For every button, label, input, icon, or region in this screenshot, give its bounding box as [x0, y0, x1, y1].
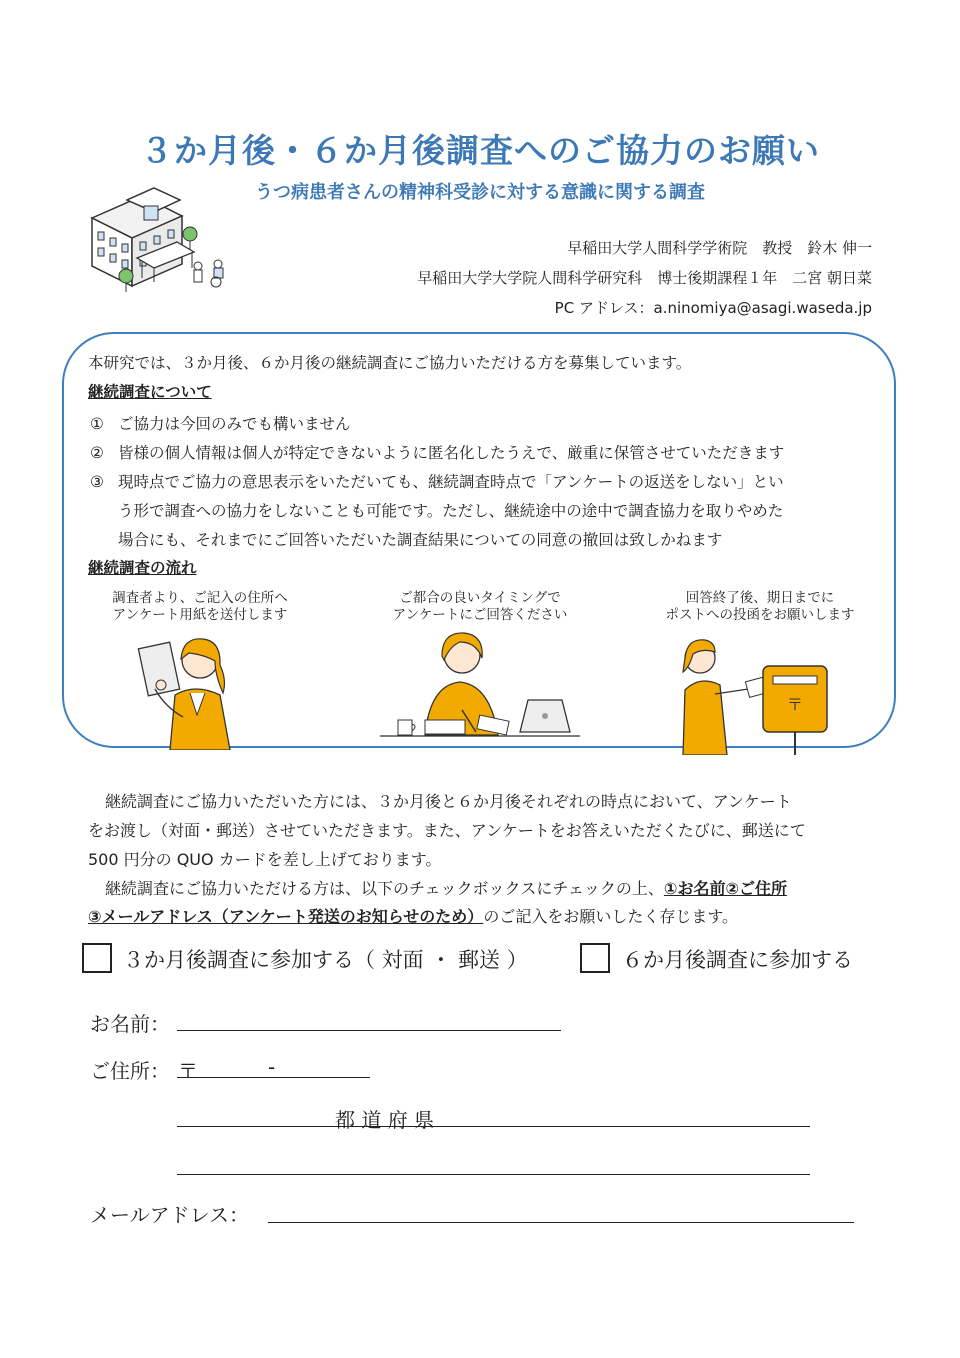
required-fields-text: ①お名前②ご住所: [663, 879, 787, 898]
body-paragraph-line: [105, 876, 787, 899]
postal-mark: 〒: [178, 1059, 198, 1083]
intro-text: 本研究では、３か月後、６か月後の継続調査にご協力いただける方を募集しています。: [88, 354, 692, 372]
six-month-checkbox[interactable]: [580, 943, 610, 973]
step-caption-line: 調査者より、ご記入の住所へ: [112, 590, 288, 606]
email-field[interactable]: [268, 1222, 854, 1223]
list-item: [90, 412, 351, 434]
three-month-checkbox[interactable]: [82, 943, 112, 973]
list-item-number: ②: [90, 444, 104, 462]
email-label: メールアドレス：: [90, 1203, 249, 1227]
woman-posting-letter-illustration: [675, 630, 835, 755]
body-paragraph-line: 500 円分の QUO カードを差し上げております。: [88, 850, 442, 869]
step-caption-line: ポストへの投函をお願いします: [665, 607, 855, 623]
woman-answering-survey-illustration: [380, 620, 580, 750]
list-item-text: ご協力は今回のみでも構いません: [118, 415, 351, 433]
list-item-text: 現時点でご協力の意思表示をいただいても、継続調査時点で「アンケートの返送をしない」とい: [118, 473, 784, 491]
woman-with-envelope-illustration: [135, 625, 255, 750]
address-line-1-field[interactable]: [177, 1126, 810, 1127]
instruction-text: 継続調査にご協力いただける方は、以下のチェックボックスにチェックの上、: [105, 879, 664, 898]
address-label: ご住所：: [90, 1059, 170, 1083]
about-heading: 継続調査について: [88, 383, 212, 401]
author-email: PC アドレス：a.ninomiya@asagi.waseda.jp: [554, 299, 872, 317]
three-month-option-label: ３か月後調査に参加する（ 対面 ・ 郵送 ）: [123, 948, 528, 972]
list-item-number: ③: [90, 473, 104, 491]
body-paragraph-line: [88, 904, 738, 927]
step-caption-line: ご都合の良いタイミングで: [399, 590, 561, 606]
step-caption: [370, 590, 590, 624]
page-title: ３か月後・６か月後調査へのご協力のお願い: [140, 131, 820, 170]
list-item-number: ①: [90, 415, 104, 433]
step-caption-line: アンケートにご回答ください: [392, 607, 568, 623]
svg-text:〒: 〒: [786, 695, 804, 714]
step-caption-line: 回答終了後、期日までに: [685, 590, 835, 606]
postal-code-field[interactable]: [177, 1077, 370, 1078]
page-subtitle: うつ病患者さんの精神科受診に対する意識に関する調査: [255, 182, 705, 203]
address-line-2-field[interactable]: [177, 1174, 810, 1175]
name-label: お名前：: [90, 1012, 170, 1036]
six-month-option-label: ６か月後調査に参加する: [622, 948, 853, 972]
list-item: [90, 470, 784, 492]
required-fields-text: ③メールアドレス（アンケート発送のお知らせのため）: [88, 907, 484, 926]
author-line-2: 早稲田大学大学院人間科学研究科 博士後期課程１年 二宮 朝日菜: [417, 269, 872, 287]
hospital-illustration: [82, 178, 242, 298]
list-item-continuation: 場合にも、それまでにご回答いただいた調査結果についての同意の撤回は致しかねます: [118, 531, 723, 549]
list-item: [90, 441, 784, 463]
step-caption: [650, 590, 870, 624]
prefecture-label: 都 道 府 県: [335, 1108, 435, 1132]
list-item-continuation: う形で調査への協力をしないことも可能です。ただし、継続途中の途中で調査協力を取りやめた: [118, 502, 784, 520]
postal-dash: -: [268, 1055, 276, 1079]
name-field[interactable]: [177, 1030, 561, 1031]
list-item-text: 皆様の個人情報は個人が特定できないように匿名化したうえで、厳重に保管させていただきます: [118, 444, 785, 462]
flow-heading: 継続調査の流れ: [88, 559, 197, 577]
step-caption-line: アンケート用紙を送付します: [112, 607, 288, 623]
instruction-text: のご記入をお願いしたく存じます。: [483, 907, 739, 926]
body-paragraph-line: 継続調査にご協力いただいた方には、３か月後と６か月後それぞれの時点において、アンケート: [105, 792, 792, 811]
step-caption: [95, 590, 305, 624]
author-line-1: 早稲田大学人間科学学術院 教授 鈴木 伸一: [567, 239, 872, 257]
body-paragraph-line: をお渡し（対面・郵送）させていただきます。また、アンケートをお答えいただくたびに、郵送にて: [88, 821, 806, 840]
